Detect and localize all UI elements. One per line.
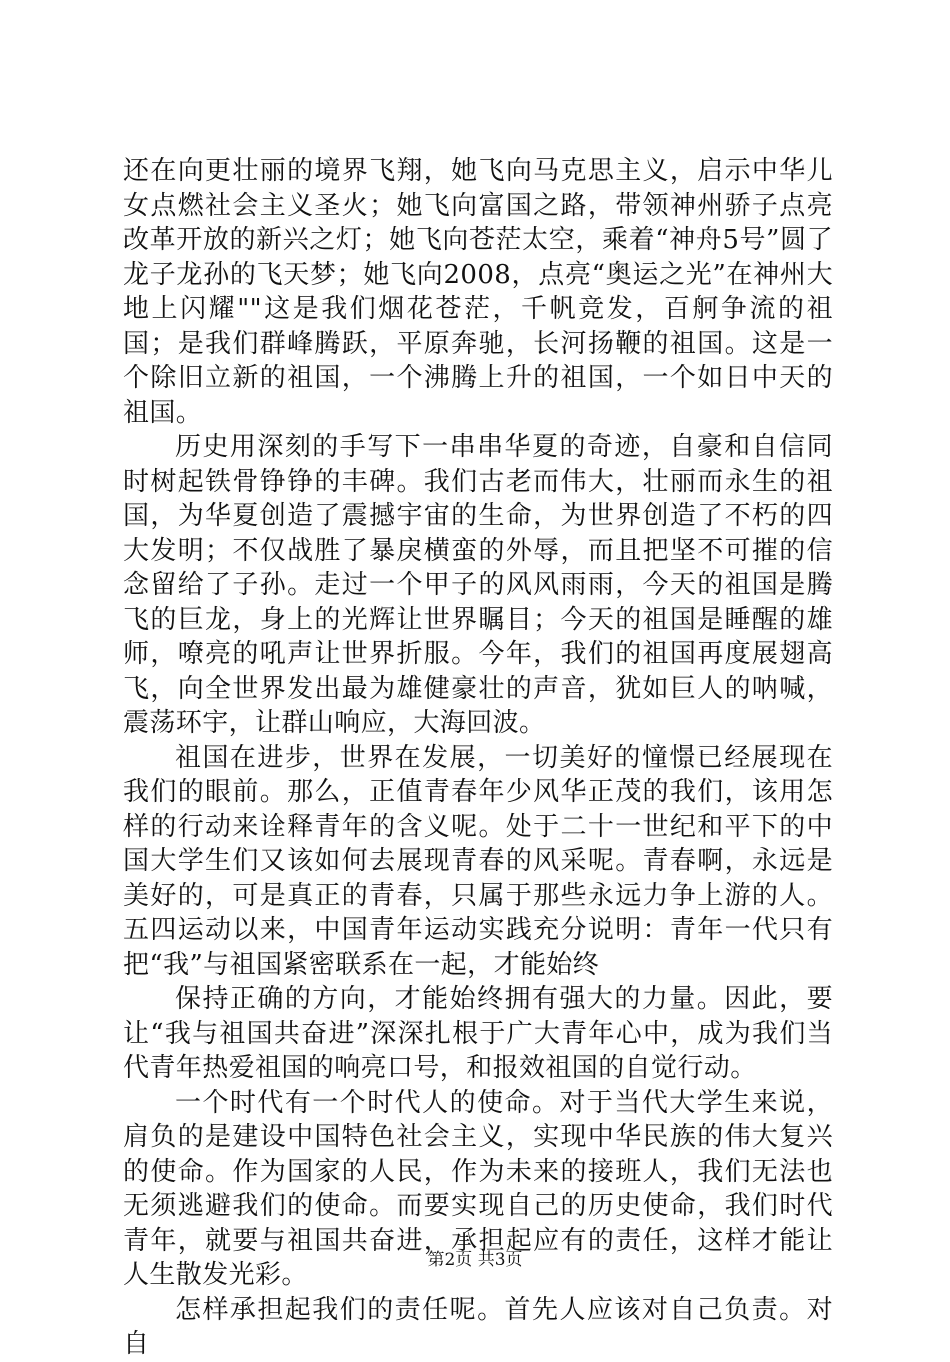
paragraph-1: 还在向更壮丽的境界飞翔，她飞向马克思主义，启示中华儿女点燃社会主义圣火；她飞向富国之路，带领神州骄子点亮改革开放的新兴之灯；她飞向苍茫太空，乘着“神舟5号”圆了龙子龙孙的飞天梦；她飞向2008，点亮“奥运之光”在神州大地上闪耀""这是我们烟花苍茫，千帆竞发，百舸争流的祖国；是我们群峰腾跃，平原奔驰，长河扬鞭的祖国。这是一个除旧立新的祖国，一个沸腾上升的祖国，一个如日中天的祖国。	[123, 156, 833, 428]
page-number-footer: 第2页 共3页	[427, 1250, 523, 1270]
paragraph-6: 怎样承担起我们的责任呢。首先人应该对自己负责。对自	[123, 1294, 833, 1359]
document-body	[123, 154, 833, 1362]
paragraph-4: 保持正确的方向，才能始终拥有强大的力量。因此，要让“我与祖国共奋进”深深扎根于广大青年心中，成为我们当代青年热爱祖国的响亮口号，和报效祖国的自觉行动。	[123, 984, 833, 1083]
paragraph-5: 一个时代有一个时代人的使命。对于当代大学生来说，肩负的是建设中国特色社会主义，实现中华民族的伟大复兴的使命。作为国家的人民，作为未来的接班人，我们无法也无须逃避我们的使命。而要实现自己的历史使命，我们时代青年，就要与祖国共奋进，承担起应有的责任，这样才能让人生散发光彩。	[123, 1087, 833, 1290]
paragraph-2: 历史用深刻的手写下一串串华夏的奇迹，自豪和自信同时树起铁骨铮铮的丰碑。我们古老而伟大，壮丽而永生的祖国，为华夏创造了震撼宇宙的生命，为世界创造了不朽的四大发明；不仅战胜了暴戾横蛮的外辱，而且把坚不可摧的信念留给了子孙。走过一个甲子的风风雨雨，今天的祖国是腾飞的巨龙，身上的光辉让世界瞩目；今天的祖国是睡醒的雄师，嘹亮的吼声让世界折服。今年，我们的祖国再度展翅高飞，向全世界发出最为雄健豪壮的声音，犹如巨人的呐喊，震荡环宇，让群山响应，大海回波。	[123, 432, 833, 738]
paragraph-3: 祖国在进步，世界在发展，一切美好的憧憬已经展现在我们的眼前。那么，正值青春年少风华正茂的我们，该用怎样的行动来诠释青年的含义呢。处于二十一世纪和平下的中国大学生们又该如何去展现青春的风采呢。青春啊，永远是美好的，可是真正的青春，只属于那些永远力争上游的人。五四运动以来，中国青年运动实践充分说明：青年一代只有把“我”与祖国紧密联系在一起，才能始终	[123, 742, 833, 980]
